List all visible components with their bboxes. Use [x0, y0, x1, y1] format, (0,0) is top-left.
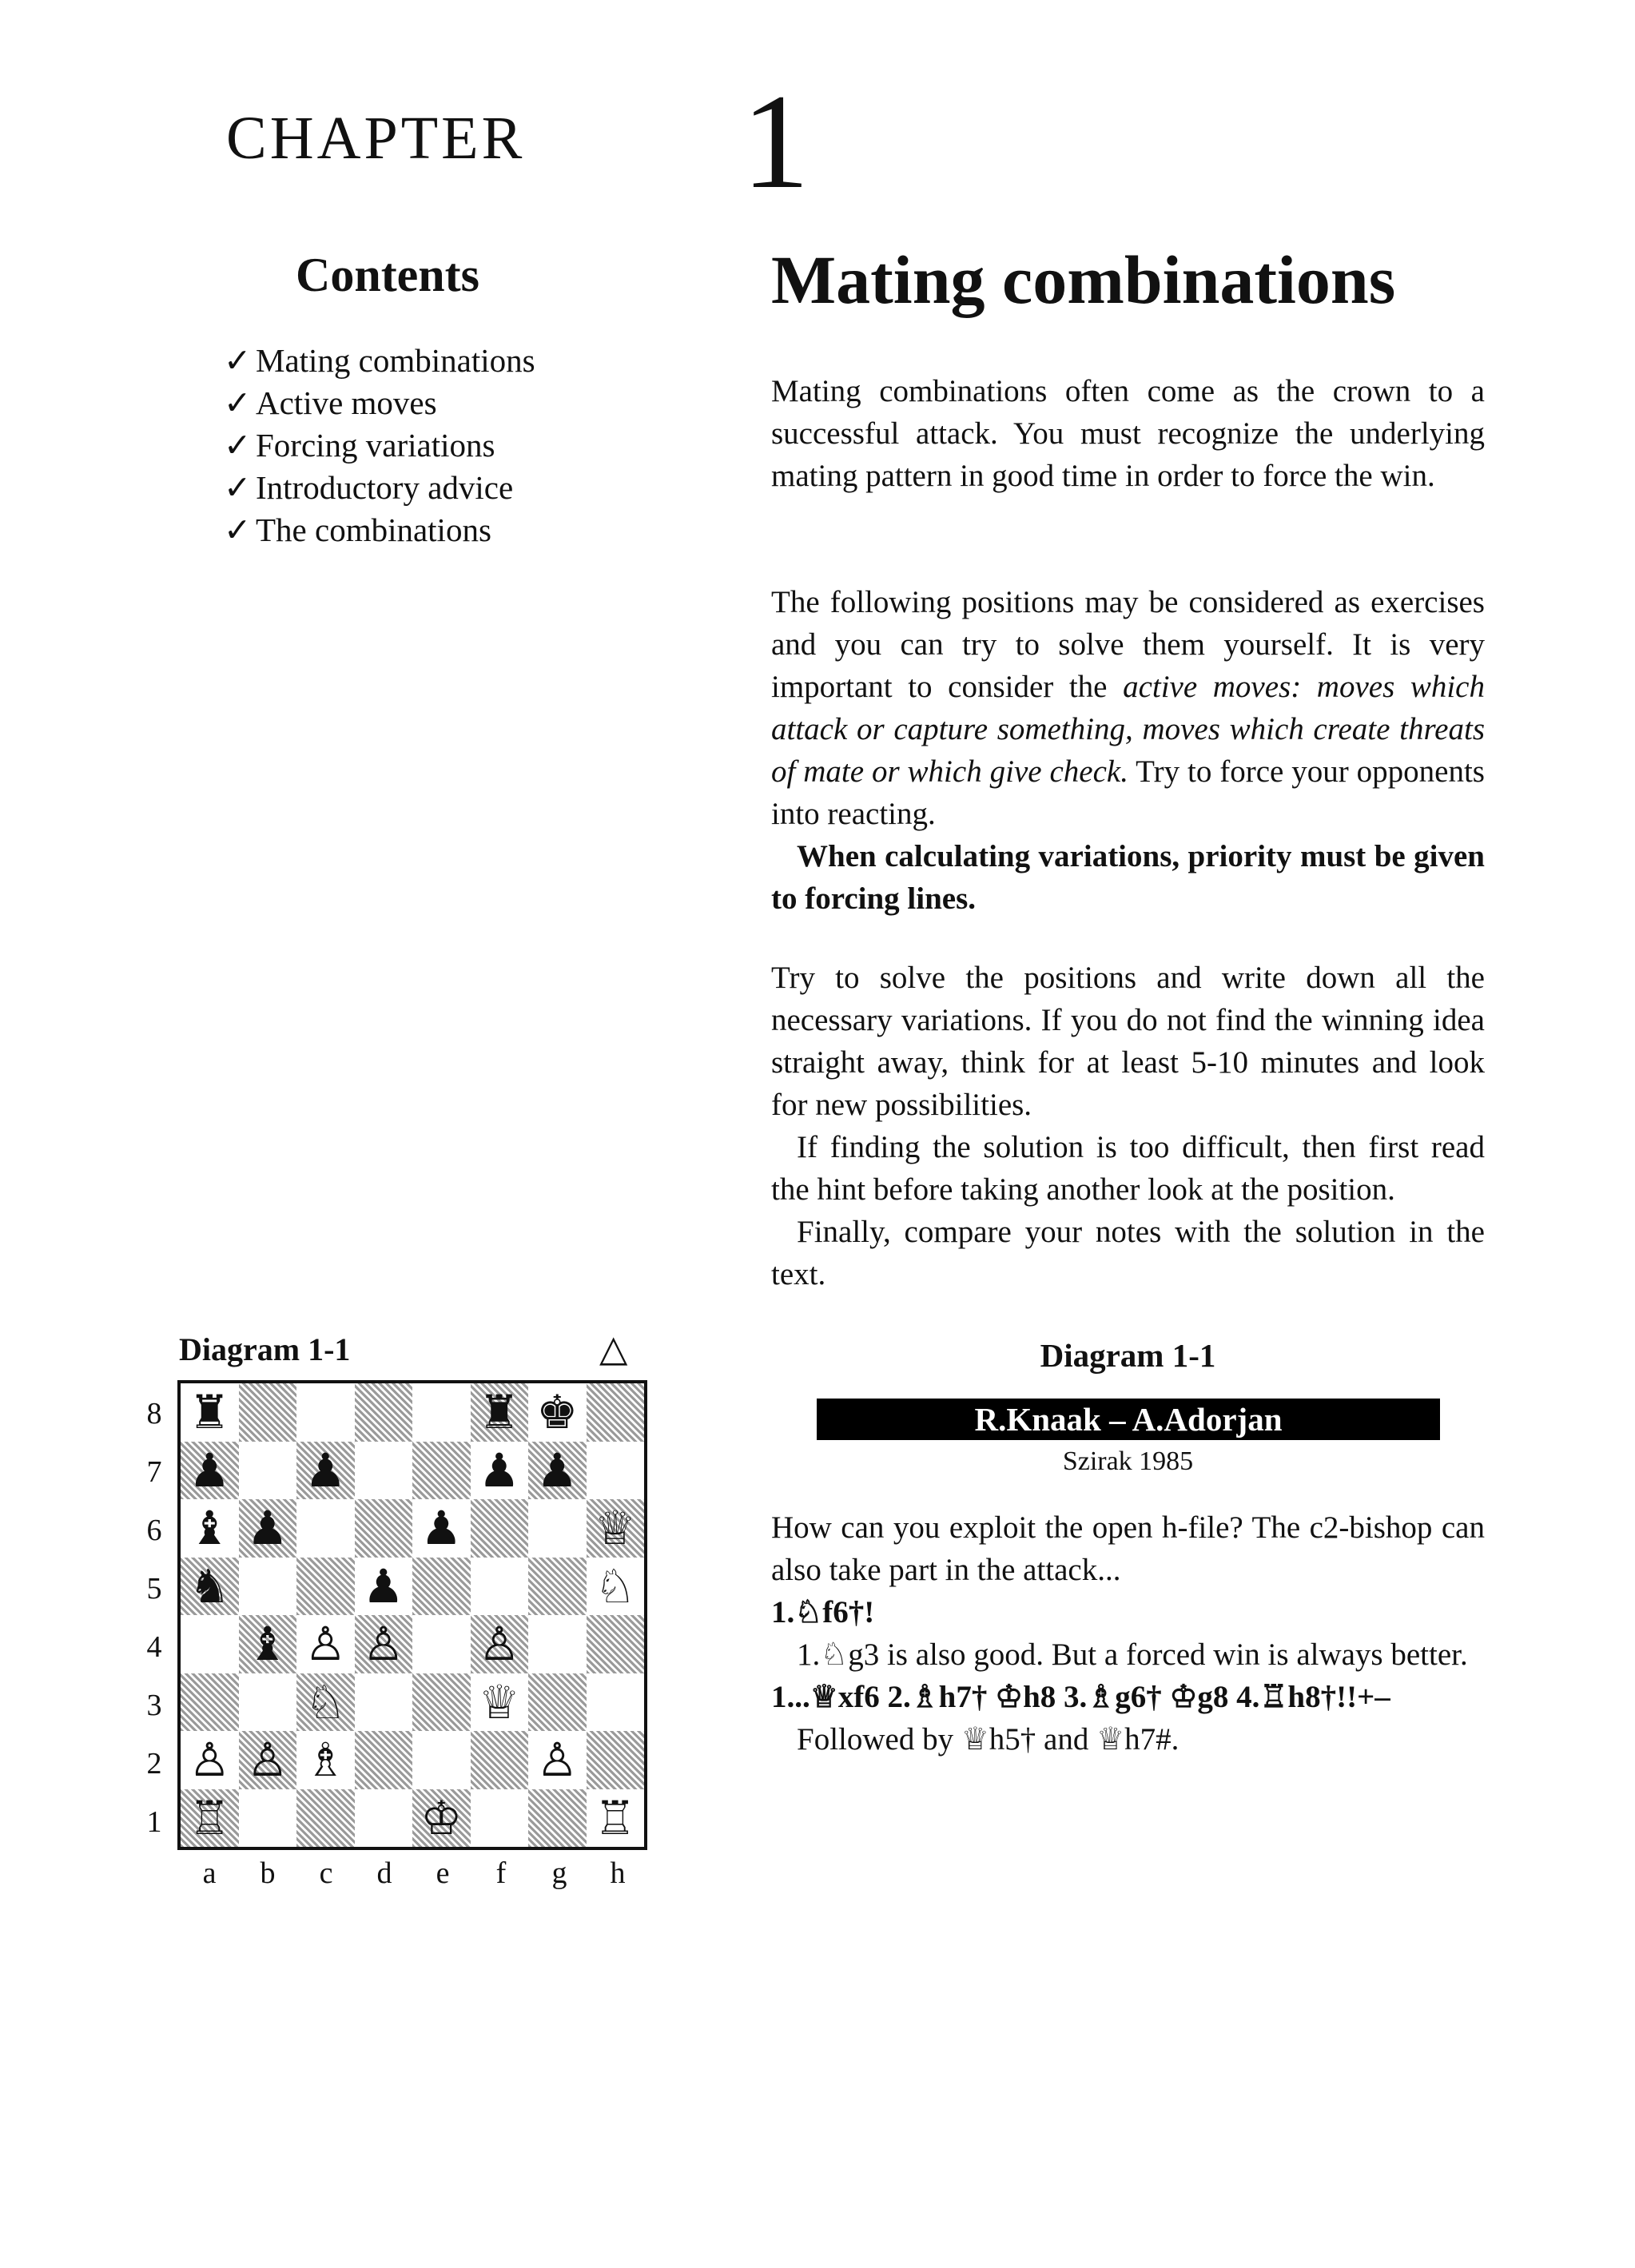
board-square — [181, 1673, 239, 1732]
board-square — [587, 1558, 645, 1616]
board-square — [239, 1731, 297, 1789]
chess-piece-icon: ♕ — [594, 1501, 636, 1556]
rank-label: 7 — [146, 1455, 162, 1489]
chess-piece-icon: ♙ — [189, 1733, 231, 1788]
rank-label: 5 — [146, 1572, 162, 1606]
main-move: 1.♘f6†! — [771, 1595, 875, 1629]
board-square — [471, 1615, 529, 1673]
board-square — [296, 1789, 355, 1848]
chess-piece-icon: ♚ — [536, 1385, 579, 1440]
board-square — [296, 1615, 355, 1673]
board-square — [412, 1558, 471, 1616]
rank-label: 8 — [146, 1397, 162, 1430]
players-banner: R.Knaak – A.Adorjan — [817, 1399, 1440, 1440]
intro-paragraph-2: The following positions may be considered as exercises and you can try to solve them yourself. It is very important to consider the active moves: moves which attack or capture something, moves which create threats of mate or which give check. Try to force your opponents into reacting. When calculating variations, priority must be given to forcing lines. — [771, 581, 1485, 920]
board-square — [528, 1499, 587, 1558]
contents-title: Contents — [296, 249, 480, 301]
board-square — [355, 1383, 413, 1442]
winning-line: 1...♕xf6 2.♗h7† ♔h8 3.♗g6† ♔g8 4.♖h8†!!+– — [771, 1680, 1390, 1714]
board-square — [587, 1789, 645, 1848]
board-square — [528, 1615, 587, 1673]
check-icon: ✓ — [224, 469, 252, 506]
chess-piece-icon: ♟ — [246, 1501, 288, 1556]
chess-piece-icon: ♙ — [304, 1617, 347, 1672]
chess-piece-icon: ♙ — [362, 1617, 404, 1672]
board-square — [355, 1615, 413, 1673]
board-square — [412, 1383, 471, 1442]
chapter-number: 1 — [742, 66, 810, 217]
board-square — [296, 1673, 355, 1732]
board-square — [181, 1383, 239, 1442]
chess-piece-icon: ♙ — [246, 1733, 288, 1788]
contents-list — [224, 340, 535, 551]
chess-piece-icon: ♟ — [189, 1442, 231, 1498]
file-label: a — [202, 1856, 217, 1890]
file-label: f — [495, 1856, 507, 1890]
file-label: g — [551, 1856, 567, 1890]
board-square — [471, 1499, 529, 1558]
contents-item: ✓ Forcing variations — [224, 424, 535, 467]
intro-paragraph-3: Try to solve the positions and write down all the necessary variations. If you do not find the winning idea straight away, think for at least 5-10 minutes and look for new possibilities. If finding the solution is too difficult, then first read the hint before taking another look at the position. Finally, compare your notes with the solution in the text. — [771, 961, 1485, 1291]
diagram-caption: Diagram 1-1 — [1040, 1337, 1216, 1374]
chess-piece-icon: ♟ — [478, 1442, 520, 1498]
contents-item: ✓ Active moves — [224, 382, 535, 424]
board-square — [412, 1615, 471, 1673]
board-square — [471, 1558, 529, 1616]
board-square — [181, 1558, 239, 1616]
rank-label: 3 — [146, 1689, 162, 1722]
chess-piece-icon: ♟ — [420, 1501, 463, 1556]
file-label: b — [260, 1856, 276, 1890]
chess-board — [177, 1380, 647, 1850]
board-square — [471, 1673, 529, 1732]
contents-item: ✓ The combinations — [224, 509, 535, 551]
board-square — [296, 1731, 355, 1789]
file-label: h — [610, 1856, 626, 1890]
board-square — [528, 1673, 587, 1732]
chess-piece-icon: ♜ — [189, 1385, 231, 1440]
board-square — [355, 1673, 413, 1732]
board-square — [587, 1442, 645, 1500]
analysis-text: How can you exploit the open h-file? The c2-bishop can also take part in the attack... 1.♘f6†! 1.♘g3 is also good. But a forced win is always better. 1...♕xf6 2.♗h7† ♔h8 3.♗g6† ♔g8 4.♖h8†!!+– Followed by ♕h5† and ♕h7#. — [771, 1510, 1485, 1757]
check-icon: ✓ — [224, 342, 252, 379]
board-square — [412, 1673, 471, 1732]
chess-piece-icon: ♘ — [594, 1558, 636, 1613]
board-square — [296, 1499, 355, 1558]
board-square — [471, 1789, 529, 1848]
board-square — [296, 1383, 355, 1442]
diagram-title: Diagram 1-1 — [179, 1331, 351, 1367]
board-square — [587, 1673, 645, 1732]
check-icon: ✓ — [224, 427, 252, 464]
board-square — [471, 1383, 529, 1442]
board-square — [239, 1789, 297, 1848]
file-label: c — [319, 1856, 333, 1890]
chess-piece-icon: ♘ — [304, 1674, 347, 1729]
chess-piece-icon: ♗ — [304, 1733, 347, 1788]
chess-piece-icon: ♞ — [189, 1558, 231, 1613]
board-square — [239, 1673, 297, 1732]
board-square — [355, 1442, 413, 1500]
rank-label: 2 — [146, 1747, 162, 1781]
board-square — [528, 1789, 587, 1848]
page-title: Mating combinations — [771, 241, 1396, 318]
board-square — [412, 1789, 471, 1848]
chess-piece-icon: ♜ — [478, 1385, 520, 1440]
board-square — [239, 1383, 297, 1442]
board-square — [412, 1442, 471, 1500]
board-square — [355, 1558, 413, 1616]
rank-label: 6 — [146, 1514, 162, 1547]
chess-piece-icon: ♕ — [478, 1674, 520, 1729]
chess-piece-icon: ♟ — [536, 1442, 579, 1498]
board-square — [355, 1499, 413, 1558]
board-square — [587, 1615, 645, 1673]
board-square — [181, 1442, 239, 1500]
board-square — [412, 1731, 471, 1789]
board-square — [239, 1499, 297, 1558]
board-square — [239, 1558, 297, 1616]
board-square — [528, 1383, 587, 1442]
contents-item: ✓ Introductory advice — [224, 467, 535, 509]
chess-piece-icon: ♝ — [189, 1501, 231, 1556]
contents-item: ✓ Mating combinations — [224, 340, 535, 382]
chess-piece-icon: ♙ — [536, 1733, 579, 1788]
board-square — [181, 1789, 239, 1848]
board-square — [528, 1731, 587, 1789]
board-square — [181, 1731, 239, 1789]
chess-piece-icon: ♝ — [246, 1617, 288, 1672]
chess-piece-icon: ♙ — [478, 1617, 520, 1672]
board-square — [528, 1442, 587, 1500]
board-square — [296, 1442, 355, 1500]
file-label: d — [376, 1856, 392, 1890]
board-square — [355, 1789, 413, 1848]
board-square — [471, 1731, 529, 1789]
rank-label: 4 — [146, 1630, 162, 1664]
white-to-move-icon: △ — [599, 1328, 628, 1369]
chess-piece-icon: ♖ — [594, 1790, 636, 1845]
board-square — [181, 1615, 239, 1673]
board-square — [587, 1499, 645, 1558]
file-label: e — [436, 1856, 450, 1890]
check-icon: ✓ — [224, 511, 252, 548]
chess-piece-icon: ♔ — [420, 1790, 463, 1845]
chapter-label: CHAPTER — [226, 105, 526, 172]
board-square — [239, 1442, 297, 1500]
board-square — [181, 1499, 239, 1558]
rank-label: 1 — [146, 1805, 162, 1839]
board-square — [587, 1731, 645, 1789]
board-square — [412, 1499, 471, 1558]
board-square — [471, 1442, 529, 1500]
chess-piece-icon: ♖ — [189, 1790, 231, 1845]
key-principle: When calculating variations, priority must be given to forcing lines. — [771, 839, 1485, 916]
chess-piece-icon: ♟ — [304, 1442, 347, 1498]
board-square — [239, 1615, 297, 1673]
check-icon: ✓ — [224, 384, 252, 421]
board-square — [296, 1558, 355, 1616]
board-square — [528, 1558, 587, 1616]
game-venue: Szirak 1985 — [1062, 1446, 1194, 1476]
chess-piece-icon: ♟ — [362, 1558, 404, 1613]
intro-paragraph-1: Mating combinations often come as the crown to a successful attack. You must recognize the underlying mating pattern in good time in order to force the win. — [771, 374, 1485, 493]
board-square — [355, 1731, 413, 1789]
board-square — [587, 1383, 645, 1442]
